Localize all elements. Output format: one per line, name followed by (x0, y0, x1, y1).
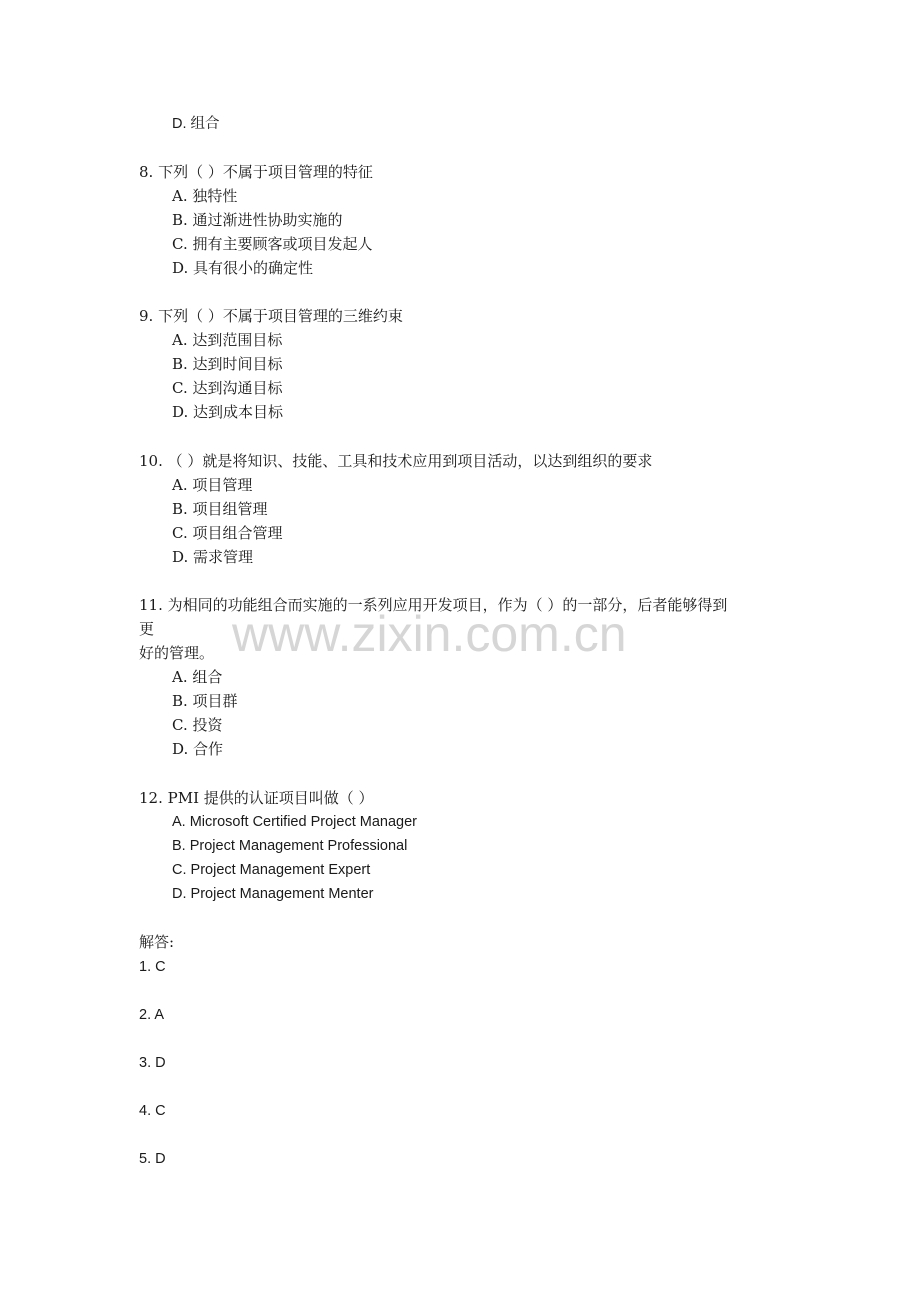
question-8-option-c: C. 拥有主要顾客或项目发起人 (172, 235, 373, 253)
question-11-stem-line-2: 更 (139, 620, 155, 638)
question-11-option-c: C. 投资 (172, 716, 223, 734)
answer-item: 3. D (139, 1055, 166, 1071)
question-11-stem-line-3: 好的管理。 (139, 644, 215, 662)
answer-item: 4. C (139, 1103, 166, 1119)
prev-question-option-d: D. 组合 (172, 116, 220, 132)
question-11-option-a: A. 组合 (172, 668, 223, 686)
question-10-option-d: D. 需求管理 (172, 548, 254, 566)
question-12-option-c: C. Project Management Expert (172, 862, 371, 878)
watermark: www.zixin.com.cn (232, 606, 627, 662)
question-12-option-a: A. Microsoft Certified Project Manager (172, 814, 417, 830)
answer-item: 2. A (139, 1007, 164, 1023)
question-12-option-b: B. Project Management Professional (172, 838, 408, 854)
question-9-option-b: B. 达到时间目标 (172, 355, 283, 373)
question-8-option-d: D. 具有很小的确定性 (172, 259, 314, 277)
answer-item: 5. D (139, 1151, 166, 1167)
question-10-option-b: B. 项目组管理 (172, 500, 268, 518)
answers-heading: 解答: (139, 933, 175, 951)
question-11-option-b: B. 项目群 (172, 692, 238, 710)
question-8-stem: 8. 下列（ ）不属于项目管理的特征 (139, 163, 373, 181)
question-9-option-a: A. 达到范围目标 (172, 331, 283, 349)
question-9-stem: 9. 下列（ ）不属于项目管理的三维约束 (139, 307, 403, 325)
question-11-stem-line-1: 11. 为相同的功能组合而实施的一系列应用开发项目，作为（ ）的一部分，后者能够得到 (139, 596, 728, 614)
question-10-option-c: C. 项目组合管理 (172, 524, 283, 542)
question-11-option-d: D. 合作 (172, 740, 224, 758)
question-9-option-d: D. 达到成本目标 (172, 403, 284, 421)
question-10-stem: 10. （ ）就是将知识、技能、工具和技术应用到项目活动，以达到组织的要求 (139, 452, 653, 470)
question-12-option-d: D. Project Management Menter (172, 886, 374, 902)
question-8-option-b: B. 通过渐进性协助实施的 (172, 211, 343, 229)
question-9-option-c: C. 达到沟通目标 (172, 379, 283, 397)
answer-item: 1. C (139, 959, 166, 975)
question-10-option-a: A. 项目管理 (172, 476, 253, 494)
question-8-option-a: A. 独特性 (172, 187, 238, 205)
question-12-stem: 12. PMI 提供的认证项目叫做（ ） (139, 789, 374, 807)
